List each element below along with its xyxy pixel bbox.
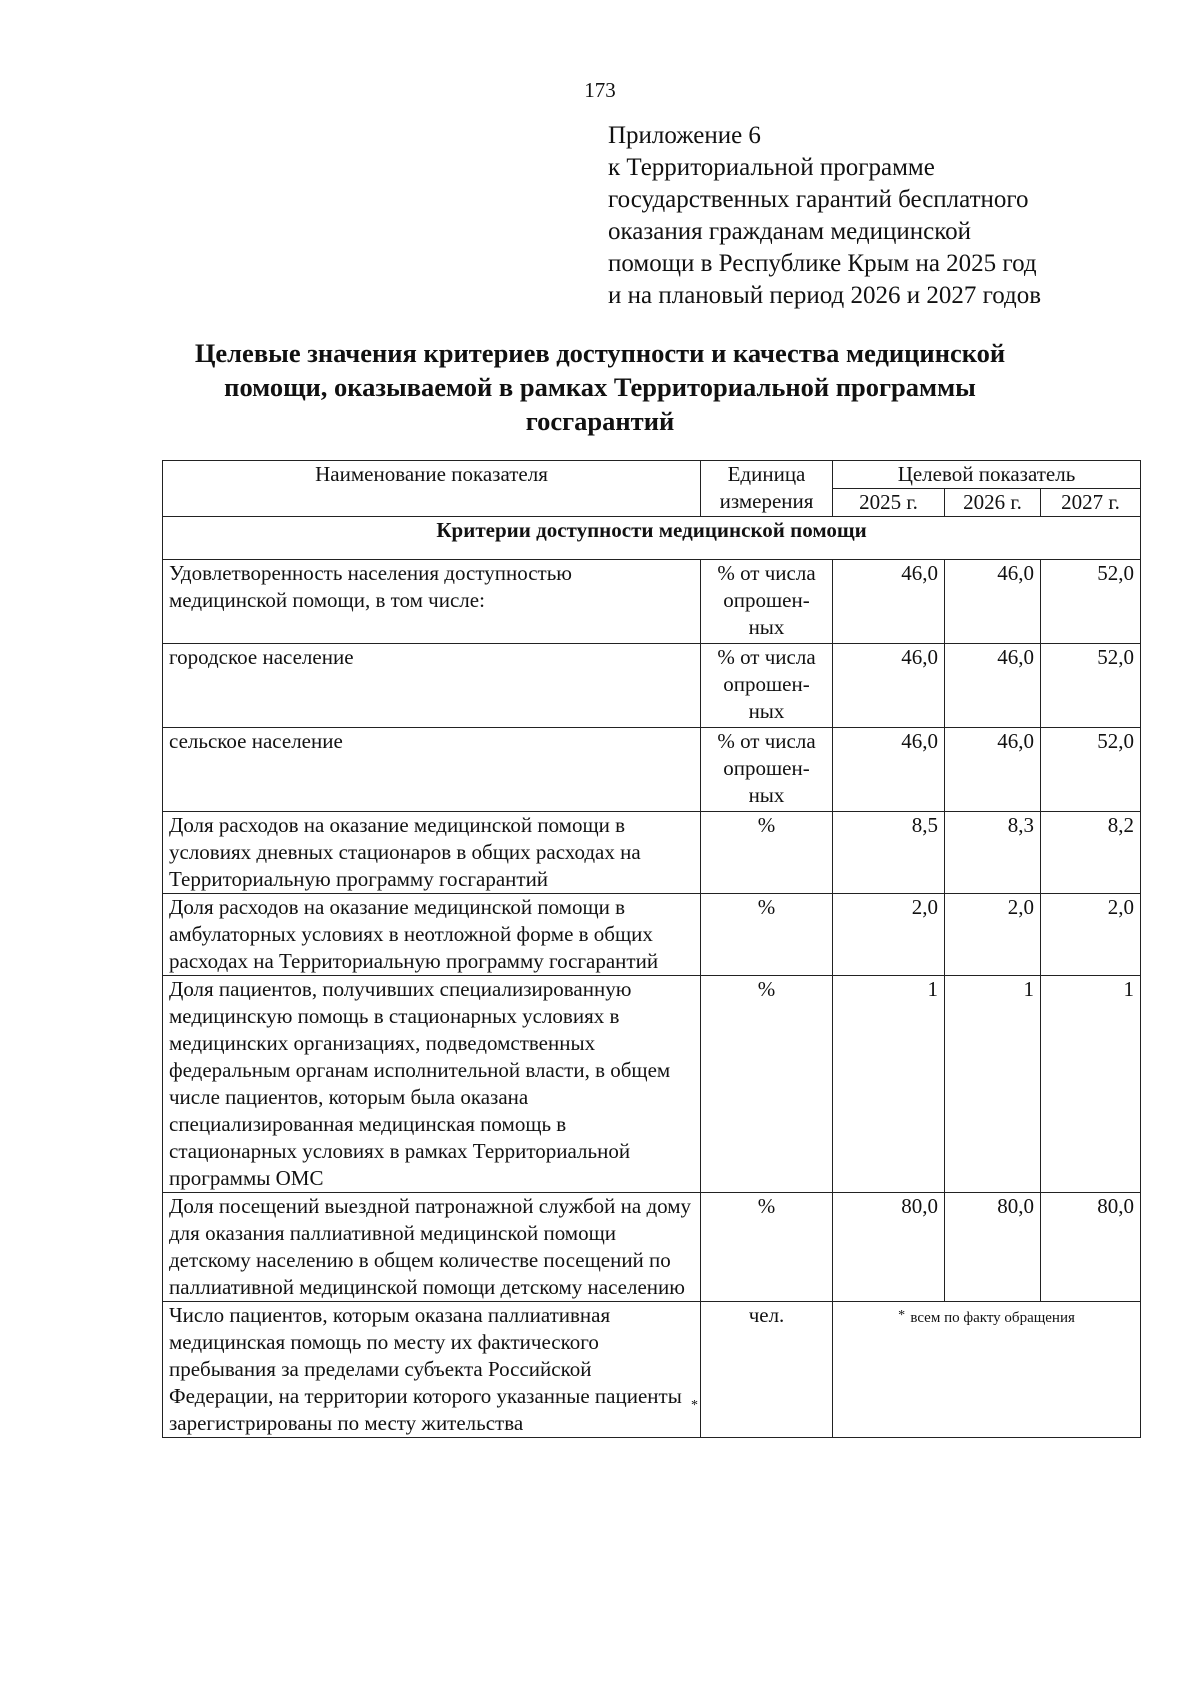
criteria-table [162,460,1141,1438]
value-2027: 52,0 [1041,728,1141,812]
indicator-name: Число пациентов, которым оказана паллиативная медицинская помощь по месту их фактического пребывания за пределами субъекта Российской Федерации, на территории которого указанные пациенты зарегистрированы по месту жительства [169,1303,682,1435]
value-2025: 46,0 [833,560,945,644]
appendix-line: и на плановый период 2026 и 2027 годов [608,282,1042,309]
value-2025: 8,5 [833,812,945,894]
table-row [163,894,1141,976]
indicator-name: Удовлетворенность населения доступностью медицинской помощи, в том числе: [163,560,701,644]
value-2026: 8,3 [945,812,1041,894]
title-line: госгарантий [525,406,675,436]
page-number: 173 [584,78,616,102]
indicator-unit: % [701,894,833,976]
appendix-header [608,120,1168,312]
appendix-line: Приложение 6 [608,122,761,149]
value-2027: 80,0 [1041,1193,1141,1302]
header-year-2027: 2027 г. [1041,489,1141,517]
header-year-2026: 2026 г. [945,489,1041,517]
table-row [163,560,1141,644]
indicator-unit: чел. [701,1302,833,1438]
table-row [163,644,1141,728]
note-star: * [898,1308,906,1323]
appendix-line: помощи в Республике Крым на 2025 год [608,250,1037,277]
note-cell [833,1302,1141,1438]
appendix-line: государственных гарантий бесплатного [608,186,1029,213]
note-text: всем по факту обращения [910,1310,1075,1326]
header-year-2025: 2025 г. [833,489,945,517]
header-unit-line2: измерения [719,489,814,513]
value-2026: 80,0 [945,1193,1041,1302]
indicator-name: Доля посещений выездной патронажной службой на дому для оказания паллиативной медицинской помощи детскому населению в общем количестве посещений по паллиативной медицинской помощи детскому населению [163,1193,701,1302]
value-2027: 1 [1041,976,1141,1193]
indicator-unit: % [701,976,833,1193]
value-2027: 52,0 [1041,560,1141,644]
indicator-unit: % от числа опрошен-ных [701,560,833,644]
header-indicator-name: Наименование показателя [163,461,701,517]
value-2027: 52,0 [1041,644,1141,728]
value-2027: 8,2 [1041,812,1141,894]
indicator-name: Доля пациентов, получивших специализированную медицинскую помощь в стационарных условиях в медицинских организациях, подведомственных федеральным органам исполнительной власти, в общем числе пациентов, которым была оказана специализированная медицинская помощь в стационарных условиях в рамках Территориальной программы ОМС [163,976,701,1193]
section-title: Критерии доступности медицинской помощи [163,517,1141,560]
value-2026: 46,0 [945,644,1041,728]
value-2026: 46,0 [945,728,1041,812]
appendix-line: к Территориальной программе [608,154,935,181]
indicator-name: Доля расходов на оказание медицинской помощи в амбулаторных условиях в неотложной форме в общих расходах на Территориальную программу госгарантий [163,894,701,976]
table-row [163,1193,1141,1302]
indicator-name: Доля расходов на оказание медицинской помощи в условиях дневных стационаров в общих расходах на Территориальную программу госгарантий [163,812,701,894]
value-2026: 2,0 [945,894,1041,976]
value-2025: 2,0 [833,894,945,976]
title-line: помощи, оказываемой в рамках Территориальной программы [224,372,976,402]
header-target: Целевой показатель [833,461,1141,489]
section-row [163,517,1141,560]
footnote-marker: * [691,1398,698,1413]
value-2026: 1 [945,976,1041,1193]
value-2026: 46,0 [945,560,1041,644]
indicator-unit: % от числа опрошен-ных [701,728,833,812]
indicator-unit: % от числа опрошен-ных [701,644,833,728]
indicator-name: сельское население [163,728,701,812]
value-2027: 2,0 [1041,894,1141,976]
indicator-unit: % [701,1193,833,1302]
document-title [130,336,1070,438]
indicator-name: городское население [163,644,701,728]
header-unit [701,461,833,517]
table-row [163,1302,1141,1438]
table-row [163,728,1141,812]
indicator-unit: % [701,812,833,894]
indicator-name-cell [163,1302,701,1438]
value-2025: 46,0 [833,728,945,812]
header-unit-line1: Единица [727,462,806,486]
table-row [163,812,1141,894]
table-row [163,976,1141,1193]
header-row [163,461,1141,489]
value-2025: 80,0 [833,1193,945,1302]
value-2025: 1 [833,976,945,1193]
appendix-line: оказания гражданам медицинской [608,218,972,245]
value-2025: 46,0 [833,644,945,728]
title-line: Целевые значения критериев доступности и качества медицинской [194,338,1006,368]
